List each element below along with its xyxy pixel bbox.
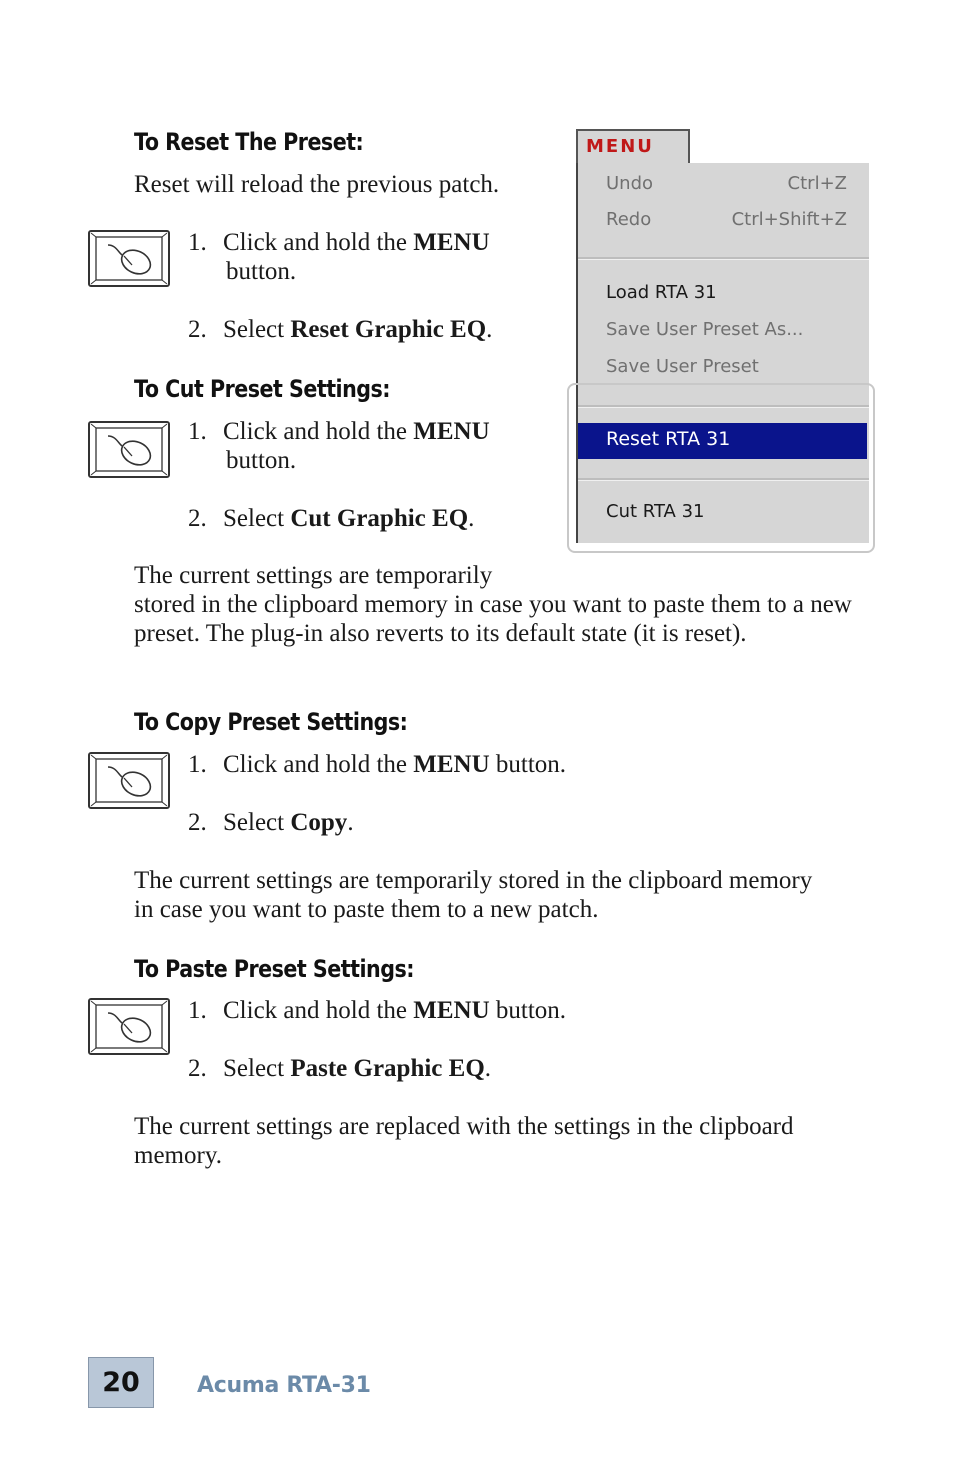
menu-item-undo[interactable]: Undo [606, 173, 654, 194]
mouse-icon [88, 998, 170, 1055]
cut-step-1: 1. Click and hold the MENU button. [188, 418, 490, 474]
paste-step-2: 2. Select Paste Graphic EQ. [188, 1055, 492, 1082]
mouse-icon [88, 230, 170, 287]
menu-item-reset[interactable] [578, 423, 867, 459]
copy-step-2: 2. Select Copy. [188, 809, 354, 836]
reset-step-2: 2. Select Reset Graphic EQ. [188, 316, 493, 343]
menu-item-reset-label: Reset RTA 31 [606, 428, 731, 450]
paste-note: The current settings are replaced with the settings in the clipboard memory. [134, 1113, 794, 1169]
reset-intro: Reset will reload the previous patch. [134, 171, 500, 198]
menu-item-redo[interactable]: Redo [606, 209, 652, 230]
cut-note: The current settings are temporarily stored in the clipboard memory in case you want to paste them to a new preset. The plug-in also reverts to its default state (it is reset). [134, 562, 852, 647]
menu-title: MENU [586, 136, 654, 157]
menu-separator [578, 478, 869, 481]
menu-button[interactable] [576, 129, 690, 163]
menu-shortcut-undo: Ctrl+Z [787, 173, 847, 194]
menu-item-save-as[interactable]: Save User Preset As... [606, 319, 804, 340]
copy-note: The current settings are temporarily stored in the clipboard memory in case you want to paste them to a new patch. [134, 867, 813, 923]
product-name: Acuma RTA-31 [197, 1373, 371, 1398]
menu-item-load[interactable]: Load RTA 31 [606, 282, 717, 303]
paste-heading: To Paste Preset Settings: [134, 955, 414, 983]
menu-dropdown [576, 163, 869, 543]
menu-shortcut-redo: Ctrl+Shift+Z [731, 209, 847, 230]
cut-heading: To Cut Preset Settings: [134, 375, 391, 403]
menu-item-save[interactable]: Save User Preset [606, 356, 759, 377]
mouse-icon [88, 752, 170, 809]
menu-separator [578, 257, 869, 260]
paste-step-1: 1. Click and hold the MENU button. [188, 997, 567, 1024]
reset-heading: To Reset The Preset: [134, 128, 364, 156]
mouse-icon [88, 421, 170, 478]
page-number: 20 [88, 1357, 154, 1408]
cut-step-2: 2. Select Cut Graphic EQ. [188, 505, 475, 532]
reset-step-1: 1. Click and hold the MENU button. [188, 229, 490, 285]
copy-step-1: 1. Click and hold the MENU button. [188, 751, 567, 778]
menu-item-cut[interactable]: Cut RTA 31 [606, 501, 705, 522]
copy-heading: To Copy Preset Settings: [134, 708, 408, 736]
menu-separator [578, 405, 869, 408]
